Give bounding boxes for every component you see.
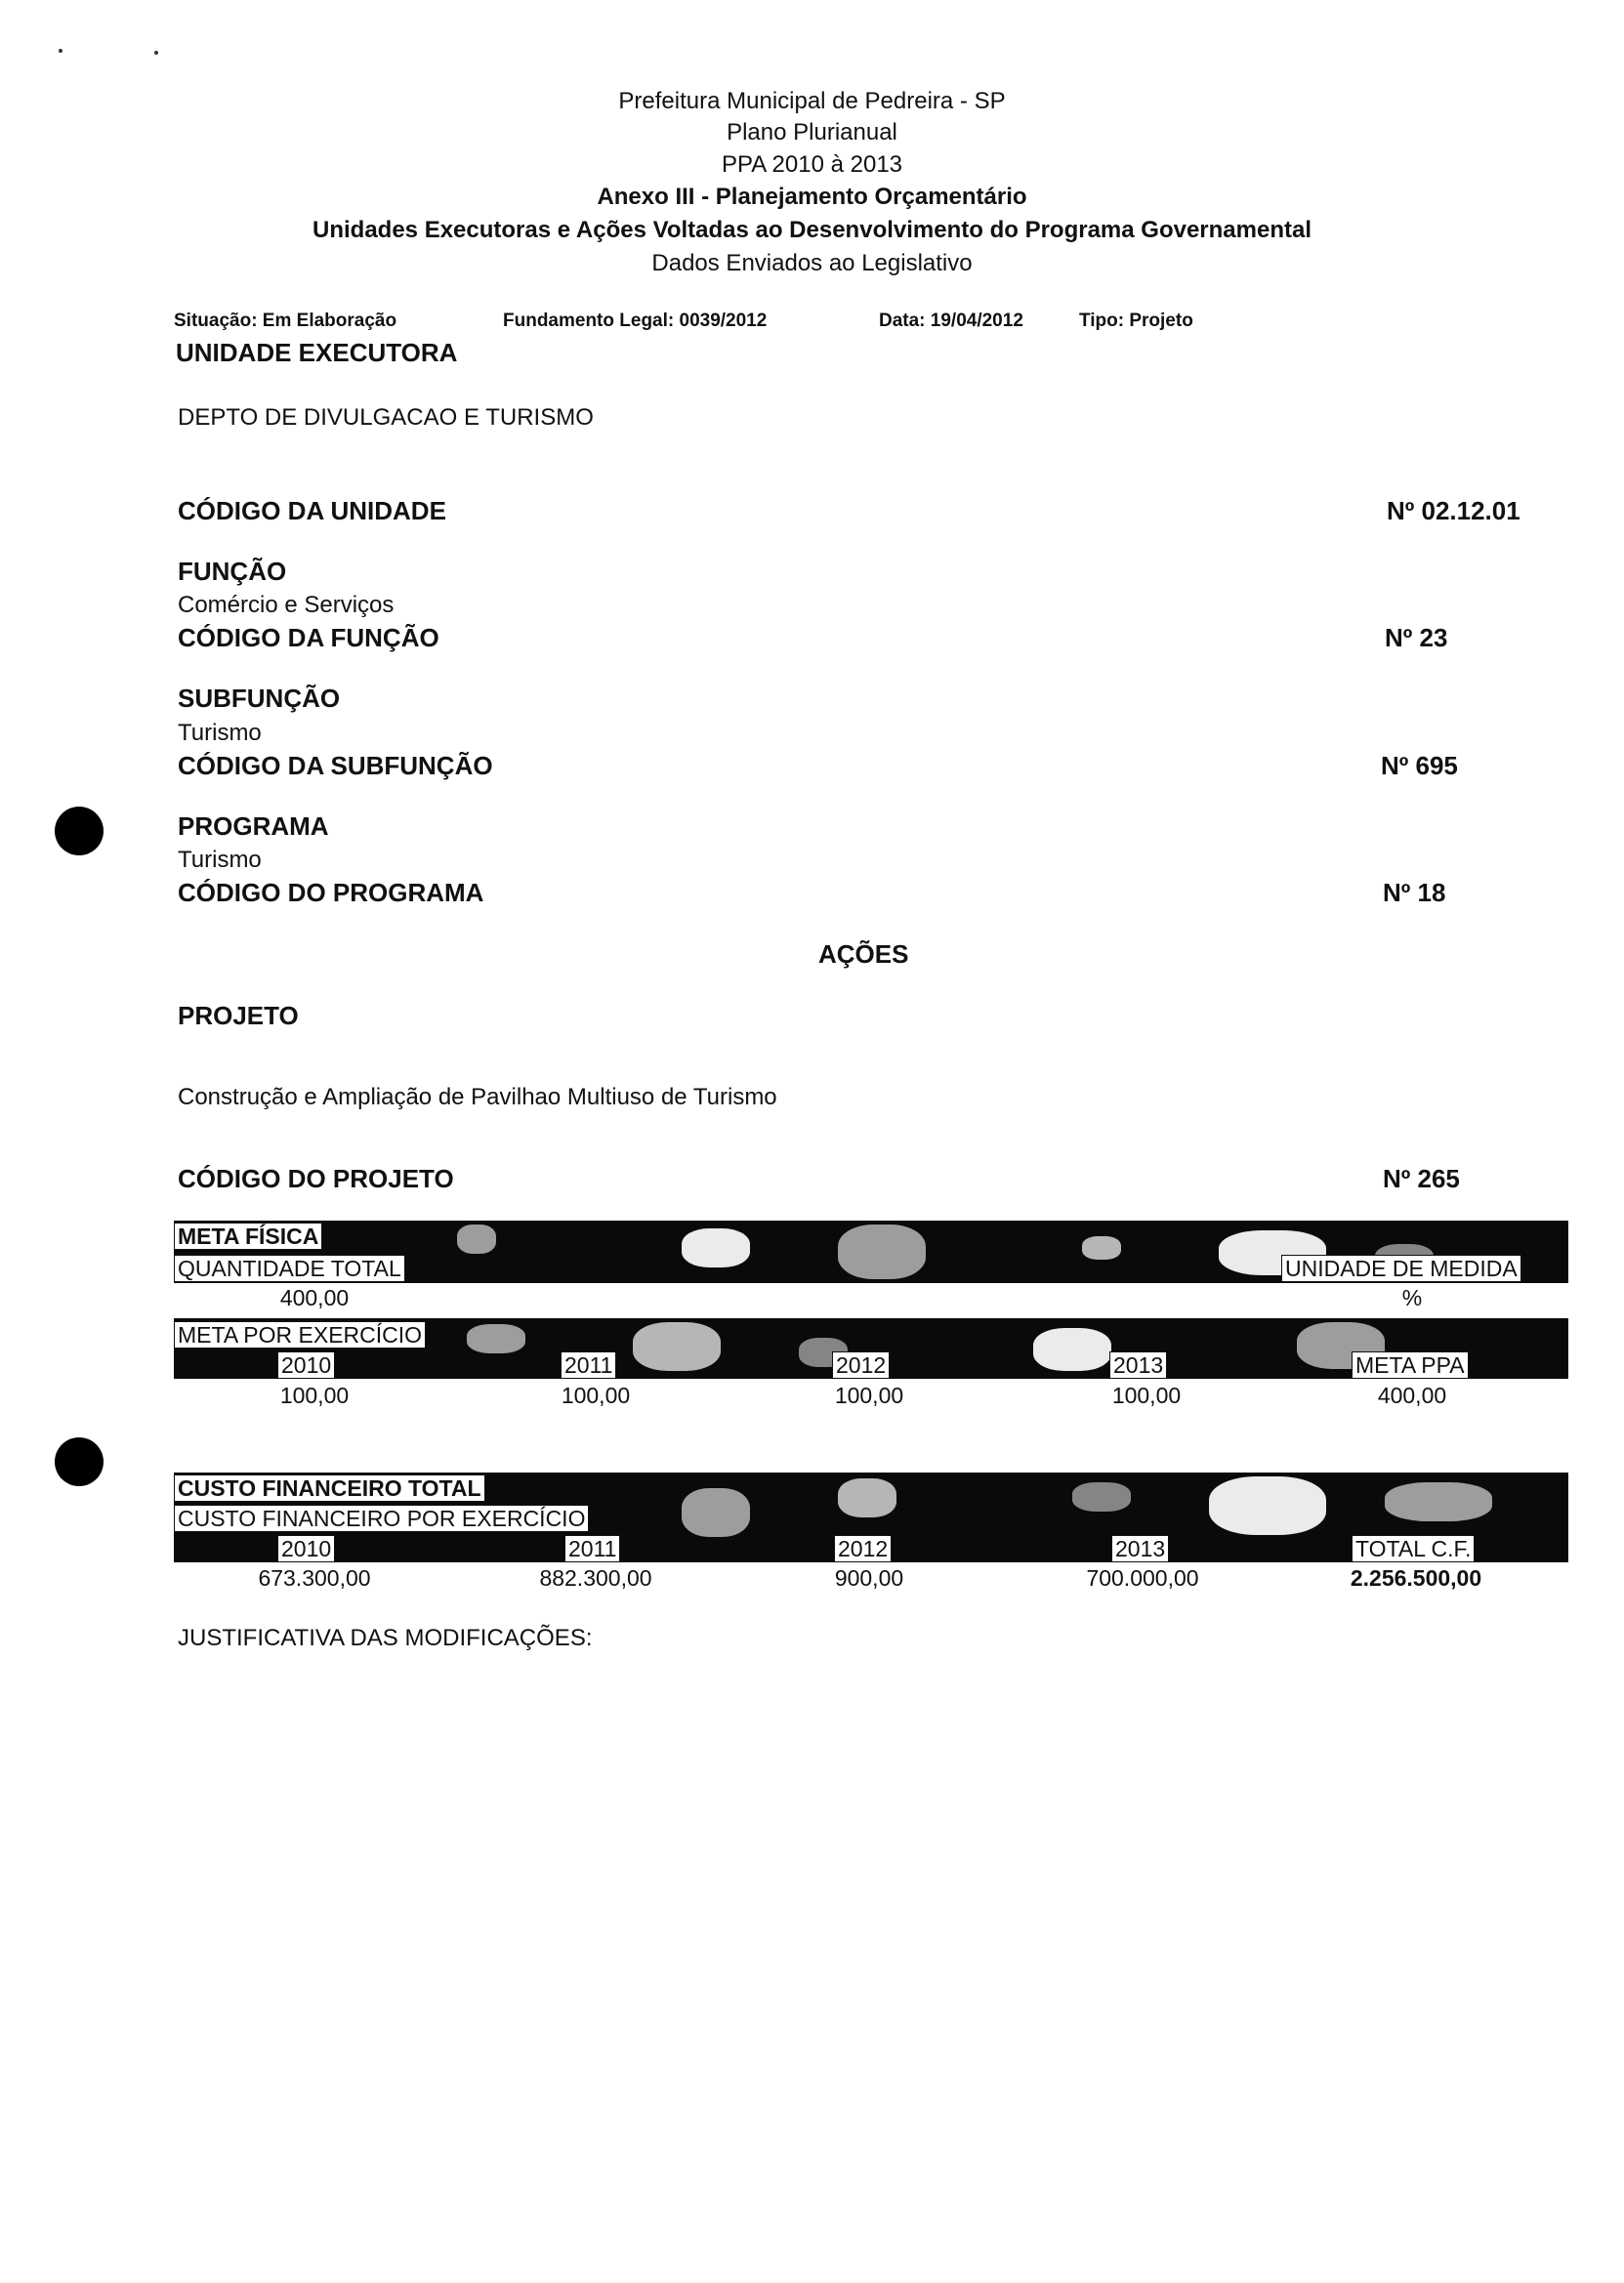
- custo-financeiro-total-label: CUSTO FINANCEIRO TOTAL: [174, 1474, 485, 1502]
- programa-code-label: CÓDIGO DO PROGRAMA: [178, 878, 484, 907]
- header-line-1: Prefeitura Municipal de Pedreira - SP: [618, 88, 1006, 114]
- custo-value-2013: 700.000,00: [1086, 1565, 1199, 1591]
- unidade-code: Nº 02.12.01: [1387, 496, 1520, 525]
- meta-year-2010: 2010: [277, 1351, 335, 1379]
- header-line-4: Anexo III - Planejamento Orçamentário: [597, 184, 1027, 210]
- custo-por-exercicio-label: CUSTO FINANCEIRO POR EXERCÍCIO: [174, 1505, 589, 1532]
- meta-year-2011: 2011: [561, 1351, 616, 1379]
- meta-value-2012: 100,00: [834, 1383, 904, 1408]
- unidade-code-label: CÓDIGO DA UNIDADE: [178, 496, 446, 525]
- meta-por-exercicio-label: META POR EXERCÍCIO: [174, 1321, 426, 1349]
- meta-fundamento: Fundamento Legal: 0039/2012: [503, 311, 768, 331]
- quantidade-total-value: 400,00: [279, 1285, 350, 1310]
- acoes-title: AÇÕES: [818, 939, 909, 969]
- header-line-3: PPA 2010 à 2013: [721, 151, 903, 178]
- punch-hole: [55, 807, 104, 855]
- custo-year-2011: 2011: [564, 1535, 620, 1562]
- custo-year-2012: 2012: [834, 1535, 892, 1562]
- funcao-code-label: CÓDIGO DA FUNÇÃO: [178, 623, 439, 652]
- scan-speck: [59, 49, 62, 53]
- custo-value-2011: 882.300,00: [539, 1565, 652, 1591]
- programa-label: PROGRAMA: [178, 811, 329, 841]
- projeto-value: Construção e Ampliação de Pavilhao Multiuso de Turismo: [178, 1084, 777, 1110]
- subfuncao-value: Turismo: [178, 720, 262, 746]
- meta-value-2011: 100,00: [561, 1383, 631, 1408]
- unidade-medida-label: UNIDADE DE MEDIDA: [1281, 1255, 1521, 1282]
- subfuncao-code: Nº 695: [1381, 751, 1458, 780]
- meta-fisica-label: META FÍSICA: [174, 1223, 322, 1250]
- custo-year-2013: 2013: [1111, 1535, 1169, 1562]
- meta-value-2010: 100,00: [279, 1383, 350, 1408]
- header-line-5: Unidades Executoras e Ações Voltadas ao Desenvolvimento do Programa Governamental: [312, 217, 1312, 243]
- funcao-label: FUNÇÃO: [178, 557, 287, 586]
- meta-situacao: Situação: Em Elaboração: [174, 311, 397, 331]
- total-cf-label: TOTAL C.F.: [1352, 1535, 1475, 1562]
- subfuncao-label: SUBFUNÇÃO: [178, 684, 341, 713]
- punch-hole: [55, 1437, 104, 1486]
- meta-ppa-value: 400,00: [1377, 1383, 1447, 1408]
- meta-data: Data: 19/04/2012: [879, 311, 1023, 331]
- custo-value-2012: 900,00: [834, 1565, 904, 1591]
- scan-speck: [154, 51, 158, 55]
- projeto-label: PROJETO: [178, 1001, 299, 1030]
- subfuncao-code-label: CÓDIGO DA SUBFUNÇÃO: [178, 751, 493, 780]
- quantidade-total-label: QUANTIDADE TOTAL: [174, 1255, 405, 1282]
- header-line-2: Plano Plurianual: [727, 119, 897, 145]
- programa-value: Turismo: [178, 847, 262, 873]
- meta-year-2013: 2013: [1109, 1351, 1167, 1379]
- custo-value-2010: 673.300,00: [258, 1565, 371, 1591]
- programa-code: Nº 18: [1383, 878, 1446, 907]
- projeto-code: Nº 265: [1383, 1164, 1460, 1193]
- meta-year-2012: 2012: [832, 1351, 890, 1379]
- justificativa-label: JUSTIFICATIVA DAS MODIFICAÇÕES:: [178, 1625, 593, 1651]
- custo-year-2010: 2010: [277, 1535, 335, 1562]
- unidade-medida-value: %: [1401, 1285, 1423, 1310]
- meta-value-2013: 100,00: [1111, 1383, 1182, 1408]
- funcao-code: Nº 23: [1385, 623, 1448, 652]
- header-line-6: Dados Enviados ao Legislativo: [651, 250, 973, 276]
- funcao-value: Comércio e Serviços: [178, 592, 395, 618]
- meta-ppa-label: META PPA: [1352, 1351, 1469, 1379]
- total-cf-value: 2.256.500,00: [1350, 1565, 1482, 1591]
- unidade-value: DEPTO DE DIVULGACAO E TURISMO: [178, 404, 594, 431]
- projeto-code-label: CÓDIGO DO PROJETO: [178, 1164, 454, 1193]
- meta-tipo: Tipo: Projeto: [1079, 311, 1193, 331]
- unidade-label: UNIDADE EXECUTORA: [176, 338, 458, 367]
